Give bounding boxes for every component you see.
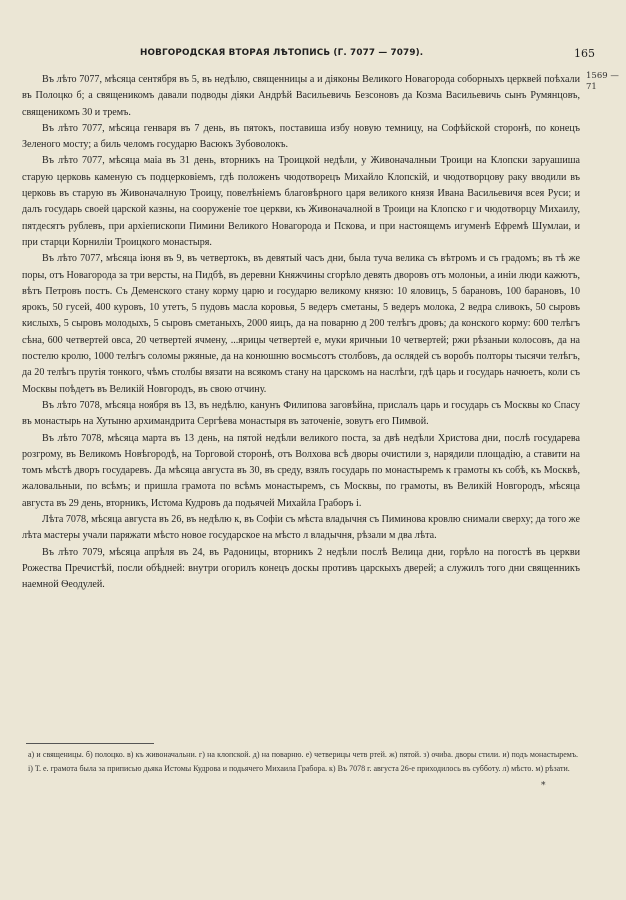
paragraph: Въ лѣто 7077, мѣсяца генваря въ 7 день, въ пятокъ, поставиша избу новую темницу, на Софѣйской сторонѣ, по конецъ Зеленого мосту; а биль челомъ государю Васюкъ Зубоволокъ. [22, 122, 580, 151]
chronicle-text [22, 72, 580, 594]
margin-year-note: 1569 —71 [586, 71, 619, 92]
signature-asterisk: * [541, 781, 546, 791]
paragraph: Въ лѣто 7077, мѣсяца маiа въ 31 день, вторникъ на Троицкой недѣли, у Живоначалныи Троици на Клопски заруашиша старую церковь каменую съ подцерковiемъ, гдѣ положенъ чюдотворецъ Михайло Клопскiй, и чюдотворцову раку вводили въ церковь въ старую въ Живоначалную Троицу, повелѣнiемъ благовѣрного царя великого князя Ивана Васильевичя всея Руси; и далъ государь своей царской казны, на сооруженiе тое церкви, къ Живоначалной в Троици на Клопско г и чюдотворцу Михаилу, пятдесятъ рублевъ, при архiепископи Пимини Великого Новагорода и Пскова, и при настоящемъ игуменѣ Ефремѣ Шумлаи, и при старци Корнилiи Троицкого монастыря. [22, 155, 580, 248]
page-number: 165 [574, 47, 595, 60]
paragraph: Въ лѣто 7078, мѣсяца ноября въ 13, въ недѣлю, канунъ Филипова заговѣйна, прислалъ царь и государь съ Москвы ко Спасу въ монастырь на Хутыню архимандрита Сергѣева монастыря въ заточенiе, зовутъ его Пимвой. [22, 399, 580, 428]
header-title: НОВГОРОДСКАЯ ВТОРАЯ ЛѢТОПИСЬ (Г. 7077 — 7079). [140, 48, 424, 58]
paragraph: Въ лѣто 7079, мѣсяца апрѣля въ 24, въ Радоницы, вторникъ 2 недѣли послѣ Велица дни, горѣло на погостѣ въ церкви Рожества Пречистѣй, посли обѣдней: внутри огорилъ конецъ доскы противъ царскыхъ дверей; а служилъ того дни священникъ наемной Ѳеодулей. [22, 546, 580, 591]
footnote-rule [26, 743, 154, 744]
paragraph: Въ лѣто 7077, мѣсяца iюня въ 9, въ четвертокъ, въ девятый часъ дни, была туча велика съ вѣтромъ и съ градомъ; въ тѣ же поры, отъ Новагорода за три версты, на Пидбѣ, въ деревни Княжчины сгорѣло девять дворовъ отъ молоньи, а инiи люди кажютъ, вѣтъ Петровъ постъ. Съ Деменского стану корму царю и государю великому князю: 10 яловицъ, 5 барановъ, 100 барановъ, 10 ярокъ, 50 гусей, 400 куровъ, 10 утетъ, 5 пудовъ масла коровья, 5 ведеръ сметаны, 5 ведеръ молока, 2 ведра сливокъ, 50 сыровъ кислыхъ, 5 сыровъ молодыхъ, 5 сыровъ сметаныхъ, 2000 яицъ, да на поварню д 200 телѣгъ дровъ; да конского корму: 600 телѣгъ сѣна, 600 четвертей овса, 20 четвертей ячмену, ...ярицы четвертей е, муки яричныи 10 четвертей; ржи рѣзаныи колосовъ, да на постелю кролю, 1000 телѣгъ соломы ржяные, да на конюшню восмьсотъ столбовъ, да ослядей съ воробъ полторы тысячи телѣгъ, да 20 телѣгъ прутiя тонкого, чѣмъ столбы вязати на всякомъ стану на царскомъ на наслѣги, гдѣ царь и государь начюетъ, коли съ Москвы поѣдетъ въ Великiй Новгородъ, въ свою отчину. [22, 253, 580, 395]
paragraph: Въ лѣто 7077, мѣсяца сентября въ 5, въ недѣлю, священницы а и дiяконы Великого Новагорода соборныхъ церквей поѣхали въ Полоцко б; а священикомъ давали подводы дiяки Андрѣй Васильевичь Безсоновъ да Козма Васильевичь сынъ Румянцовъ, священикомъ 30 и тремъ. [22, 74, 580, 118]
paragraph: Въ лѣто 7078, мѣсяца марта въ 13 день, на пятой недѣли великого поста, за двѣ недѣли Христова дни, послѣ государева розгрому, въ Великомъ Новѣгородѣ, на Торговой сторонѣ, отъ Волхова всѣ дворы очистили з, нарядили площадiю, а ставити на томъ мѣстѣ дворъ государевъ. Да мѣсяца августа въ 30, въ среду, взялъ государь по монастыремъ к грамоты къ собѣ, къ Москвѣ, жаловальныи, по всѣмъ; и пришла грамота по всѣмъ монастыремъ, съ Москвы, по грамоты, въ Великiй Новгородъ, мѣсяца августа въ 29 день, вторникъ, Истома Кудровъ да подьячей Михайла Граборъ i. [22, 432, 580, 509]
footnotes: а) и священицы. б) полоцко. в) къ живоначальни. г) на клопской. д) на поварню. е) четверицы четв ртей. ж) пятой. з) очиbа. дворы стили. и) подъ монастыремъ. i) Т. е. грамота была за припиcью дьяка Истомы Кудрова и подьячего Михаила Грабора. к) Въ 7078 г. августа 26-е приходилось въ субботу. л) мѣсто. м) рѣзати. [28, 750, 578, 773]
running-header [140, 48, 595, 62]
paragraph: Лѣта 7078, мѣсяца августа въ 26, въ недѣлю к, въ Софiи съ мѣста владычня съ Пиминова кровлю снимали сверху; да того же лѣта мастеры учали паряжати мѣсто новое государское на мѣсто л владычня, рѣзали м два лѣта. [22, 514, 580, 542]
